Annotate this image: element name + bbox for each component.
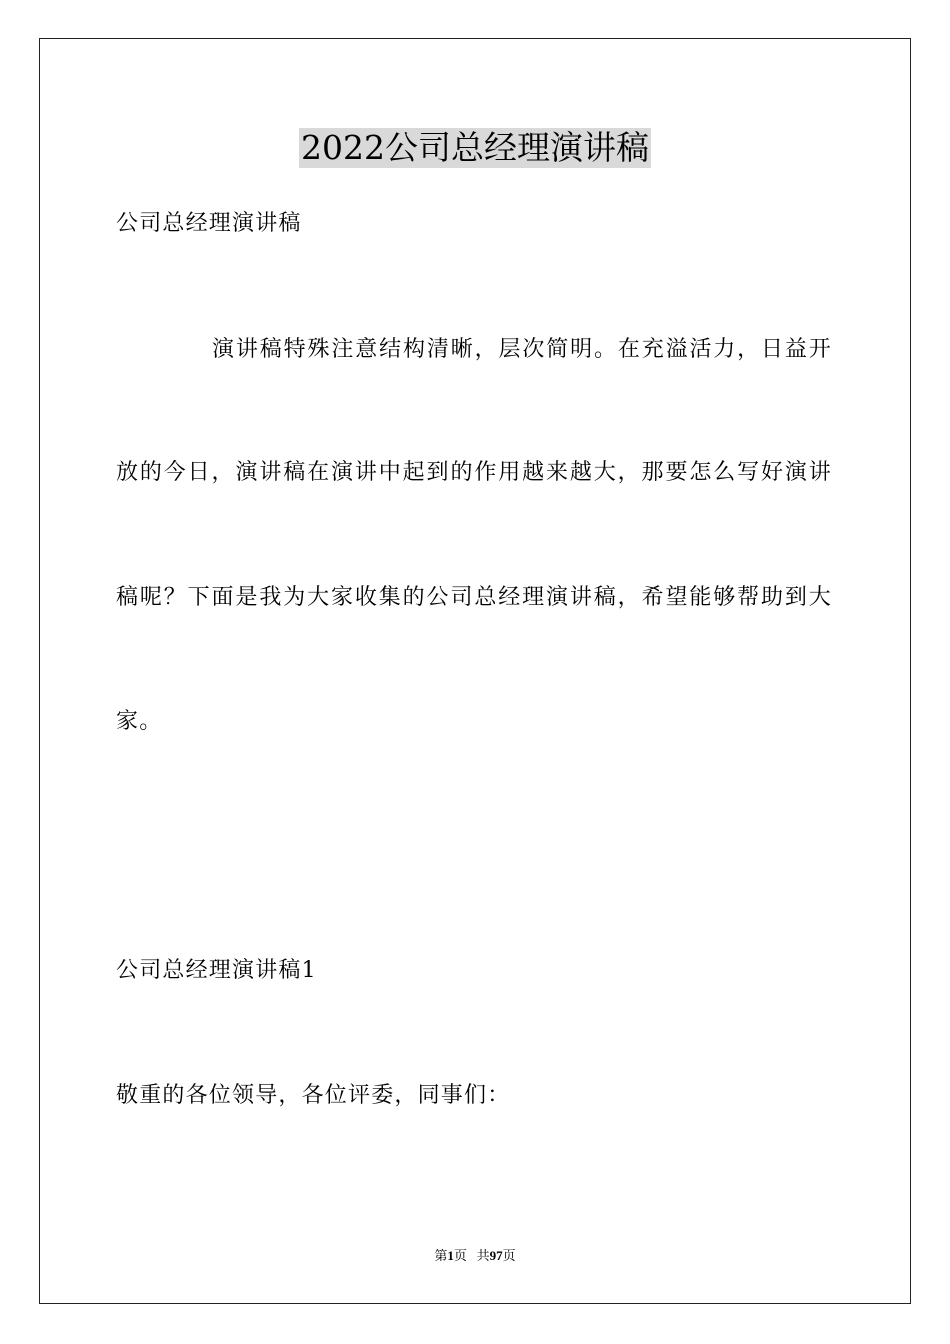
total-suffix: 页 [502,1248,516,1263]
page-suffix: 页 [453,1248,467,1263]
page-prefix: 第 [434,1248,448,1263]
intro-line-1: 演讲稿特殊注意结构清晰，层次简明。在充溢活力，日益开 [212,337,832,362]
intro-line-2: 放的今日，演讲稿在演讲中起到的作用越来越大，那要怎么写好演讲 [116,460,832,485]
salutation: 敬重的各位领导，各位评委，同事们： [116,1083,511,1108]
total-prefix: 共 [476,1248,490,1263]
total-pages: 97 [489,1248,503,1263]
document-title: 2022公司总经理演讲稿 [301,128,649,167]
document-subtitle: 公司总经理演讲稿 [116,211,302,236]
page-footer [0,1246,950,1266]
intro-line-4: 家。 [116,709,163,734]
title-container [0,128,950,168]
intro-line-3: 稿呢？下面是我为大家收集的公司总经理演讲稿，希望能够帮助到大 [116,585,832,610]
section-heading: 公司总经理演讲稿1 [116,958,317,983]
page-number: 1 [447,1248,454,1263]
